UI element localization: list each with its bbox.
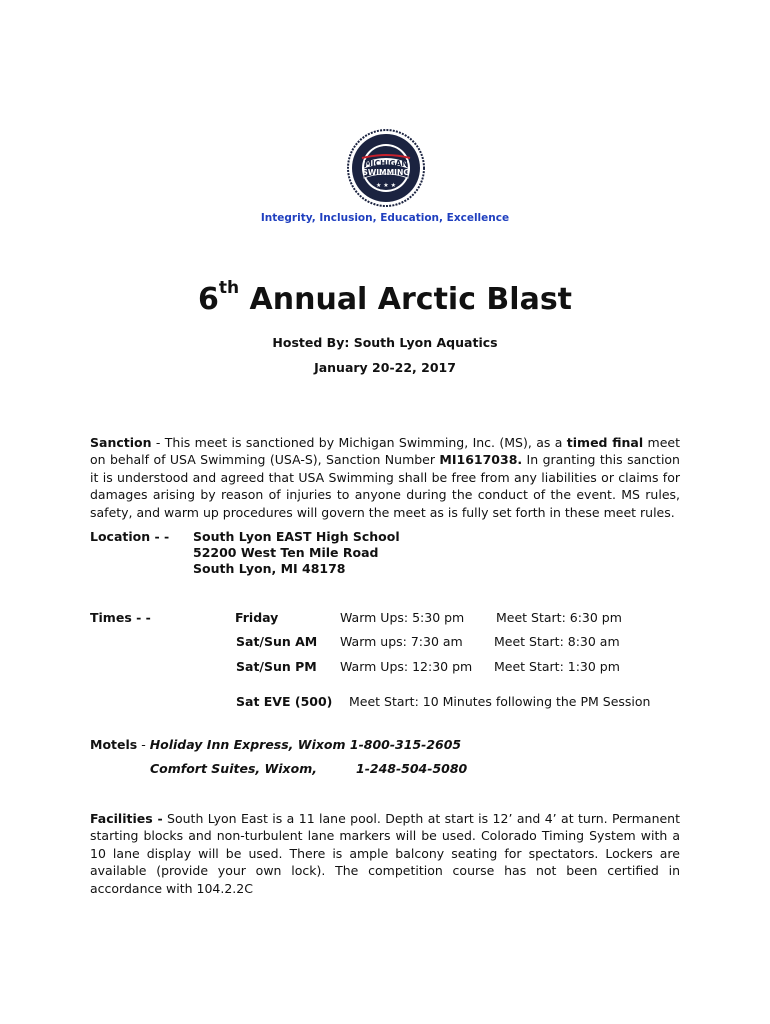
motel-holiday-inn: Holiday Inn Express, Wixom 1-800-315-2605 [149, 737, 462, 752]
session-sat-eve: Sat EVE (500) [236, 694, 333, 709]
warmup-satsun-am: Warm ups: 7:30 am [340, 634, 463, 649]
tagline: Integrity, Inclusion, Education, Excellence [260, 212, 510, 224]
session-satsun-pm: Sat/Sun PM [236, 659, 317, 674]
facilities-label: Facilities - [90, 811, 163, 826]
title-number: 6 [197, 282, 219, 317]
motel-comfort-suites-phone: 1-248-504-5080 [356, 761, 468, 776]
motels-label: Motels [90, 737, 138, 752]
sanction-text-3: In granting this sanction it is understood and agreed that USA Swimming shall be free from any liabilities or claims for damages arising by reason of injuries to anyone during the conduct of the event. MS rules, safety, and warm up procedures will govern the meet as is fully set forth in these meet rules. [90, 452, 680, 520]
page-title [0, 278, 770, 317]
sanction-number: MI1617038. [439, 452, 523, 468]
sanction-text-2: meet on behalf of USA Swimming (USA-S), Sanction Number [90, 435, 680, 468]
location-line-3: South Lyon, MI 48178 [193, 561, 346, 576]
meet-dates: January 20-22, 2017 [314, 360, 456, 375]
start-friday: Meet Start: 6:30 pm [496, 610, 622, 625]
sanction-sep: - [151, 435, 165, 450]
session-friday: Friday [235, 610, 279, 625]
sanction-text-1: This meet is sanctioned by Michigan Swimming, Inc. (MS), as a [164, 435, 567, 450]
start-sat-eve: Meet Start: 10 Minutes following the PM Session [349, 694, 651, 709]
logo-line1: MICHIGAN [364, 159, 408, 168]
location-line-1: South Lyon EAST High School [193, 529, 400, 544]
warmup-friday: Warm Ups: 5:30 pm [340, 610, 465, 625]
svg-text:★ ★ ★: ★ ★ ★ [376, 182, 396, 189]
motels-line-1 [90, 737, 461, 752]
location-line-2: 52200 West Ten Mile Road [193, 545, 379, 560]
sanction-paragraph [90, 434, 680, 521]
session-satsun-am: Sat/Sun AM [236, 634, 318, 649]
michigan-swimming-logo [346, 128, 426, 208]
motels-sep: - [137, 737, 150, 752]
times-label: Times - - [90, 610, 151, 625]
location-label: Location - - [90, 529, 170, 544]
warmup-satsun-pm: Warm Ups: 12:30 pm [340, 659, 473, 674]
title-suffix: th [218, 278, 240, 298]
sanction-label: Sanction [90, 435, 152, 450]
facilities-paragraph [90, 810, 680, 897]
facilities-text: South Lyon East is a 11 lane pool. Depth at start is 12’ and 4’ at turn. Permanent starting blocks and non-turbulent lane markers will be used. Colorado Timing System with a 10 lane display will be used. There is ample balcony seating for spectators. Lockers are available (provide your own lock). The competition course has not been certified in accordance with 104.2.2C [90, 811, 680, 896]
motel-comfort-suites: Comfort Suites, Wixom, [150, 761, 317, 776]
hosted-by: Hosted By: South Lyon Aquatics [272, 335, 498, 350]
logo-line2: SWIMMING [362, 168, 410, 177]
start-satsun-pm: Meet Start: 1:30 pm [494, 659, 620, 674]
sanction-timed-final: timed final [566, 435, 644, 450]
title-text: Annual Arctic Blast [239, 282, 573, 317]
start-satsun-am: Meet Start: 8:30 am [494, 634, 620, 649]
